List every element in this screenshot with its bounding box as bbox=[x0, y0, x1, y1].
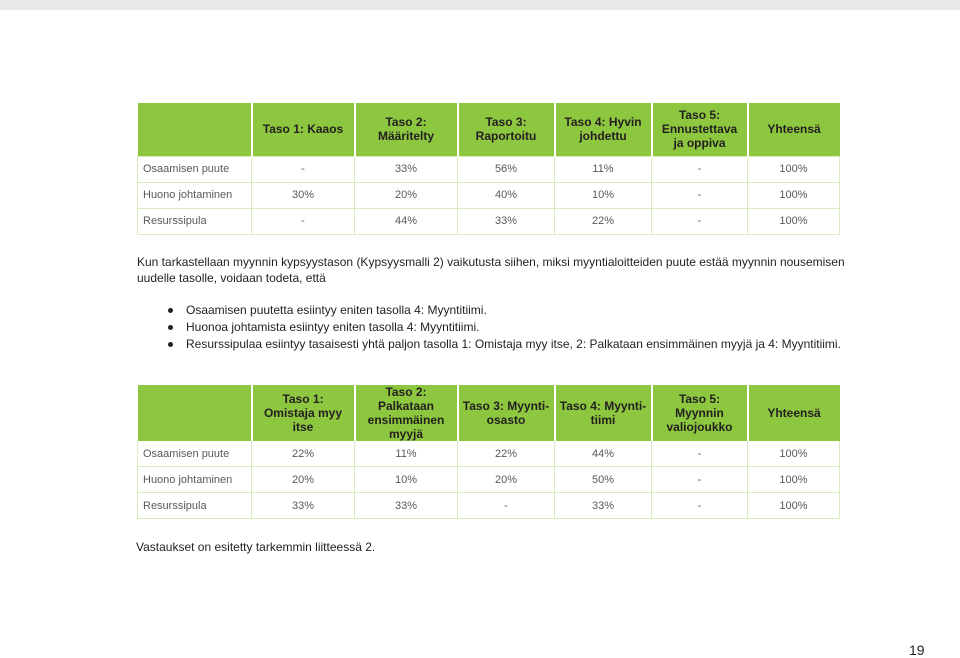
page-number: 19 bbox=[909, 642, 925, 658]
table-cell: 33% bbox=[252, 493, 355, 519]
table-cell: 44% bbox=[355, 208, 458, 234]
table-cell: 33% bbox=[355, 493, 458, 519]
table-cell: 100% bbox=[748, 156, 840, 182]
table-row bbox=[138, 493, 840, 519]
row-label: Huono johtaminen bbox=[138, 182, 252, 208]
table-cell: 56% bbox=[458, 156, 555, 182]
table-cell: 10% bbox=[555, 182, 652, 208]
bullet-item: Osaamisen puutetta esiintyy eniten tasolla 4: Myyntitiimi. bbox=[137, 302, 897, 319]
row-label: Osaamisen puute bbox=[138, 156, 252, 182]
table-cell: 22% bbox=[252, 441, 355, 467]
table-cell: - bbox=[652, 467, 748, 493]
header-cell: Taso 4: Hyvin johdettu bbox=[555, 103, 652, 156]
table-cell: 33% bbox=[458, 208, 555, 234]
table-cell: - bbox=[652, 441, 748, 467]
table-row bbox=[138, 208, 840, 234]
header-cell: Taso 1: Omistaja myy itse bbox=[252, 385, 355, 441]
header-cell: Taso 5: Myynnin valiojoukko bbox=[652, 385, 748, 441]
table-cell: 22% bbox=[555, 208, 652, 234]
row-label: Resurssipula bbox=[138, 208, 252, 234]
table-cell: 10% bbox=[355, 467, 458, 493]
table-cell: 50% bbox=[555, 467, 652, 493]
table-cell: 100% bbox=[748, 182, 840, 208]
table-cell: 20% bbox=[355, 182, 458, 208]
table-row bbox=[138, 182, 840, 208]
maturity-table-2 bbox=[137, 385, 840, 519]
table-cell: 44% bbox=[555, 441, 652, 467]
table-cell: 20% bbox=[458, 467, 555, 493]
header-cell-empty bbox=[138, 385, 252, 441]
table-cell: 22% bbox=[458, 441, 555, 467]
table-cell: 33% bbox=[355, 156, 458, 182]
table-cell: - bbox=[458, 493, 555, 519]
table-row bbox=[138, 156, 840, 182]
table-cell: - bbox=[652, 493, 748, 519]
bullet-item: Huonoa johtamista esiintyy eniten tasolla 4: Myyntitiimi. bbox=[137, 319, 897, 336]
table-cell: 100% bbox=[748, 208, 840, 234]
table-cell: - bbox=[252, 156, 355, 182]
table-cell: 11% bbox=[555, 156, 652, 182]
header-cell: Taso 3: Raportoitu bbox=[458, 103, 555, 156]
header-cell-empty bbox=[138, 103, 252, 156]
bullet-list bbox=[137, 302, 897, 353]
header-cell: Taso 2: Määritelty bbox=[355, 103, 458, 156]
bullet-dot-icon bbox=[168, 342, 173, 347]
table-cell: 20% bbox=[252, 467, 355, 493]
table-cell: 100% bbox=[748, 493, 840, 519]
maturity-table-1 bbox=[137, 103, 840, 235]
header-cell: Taso 1: Kaaos bbox=[252, 103, 355, 156]
bullet-dot-icon bbox=[168, 325, 173, 330]
table-header-row bbox=[138, 385, 840, 441]
top-bar bbox=[0, 0, 960, 10]
bullet-item: Resurssipulaa esiintyy tasaisesti yhtä paljon tasolla 1: Omistaja myy itse, 2: Palkataan ensimmäinen myyjä ja 4: Myyntitiimi. bbox=[137, 336, 897, 353]
body-paragraph: Kun tarkastellaan myynnin kypsyystason (Kypsyysmalli 2) vaikutusta siihen, miksi myyntialoitteiden puute estää myynnin nousemisen uudelle tasolle, voidaan todeta, että bbox=[137, 255, 845, 285]
table-cell: - bbox=[652, 208, 748, 234]
table-row bbox=[138, 467, 840, 493]
bullet-dot-icon bbox=[168, 308, 173, 313]
table-cell: - bbox=[652, 182, 748, 208]
table-cell: 100% bbox=[748, 441, 840, 467]
table-row bbox=[138, 441, 840, 467]
row-label: Osaamisen puute bbox=[138, 441, 252, 467]
table-cell: 11% bbox=[355, 441, 458, 467]
header-cell: Yhteensä bbox=[748, 103, 840, 156]
table-cell: - bbox=[252, 208, 355, 234]
table-cell: 33% bbox=[555, 493, 652, 519]
table-cell: 100% bbox=[748, 467, 840, 493]
header-cell: Taso 4: Myynti-tiimi bbox=[555, 385, 652, 441]
table-cell: 40% bbox=[458, 182, 555, 208]
header-cell: Taso 5: Ennustettava ja oppiva bbox=[652, 103, 748, 156]
table-header-row bbox=[138, 103, 840, 156]
table-cell: 30% bbox=[252, 182, 355, 208]
header-cell: Taso 3: Myynti-osasto bbox=[458, 385, 555, 441]
header-cell: Yhteensä bbox=[748, 385, 840, 441]
row-label: Resurssipula bbox=[138, 493, 252, 519]
row-label: Huono johtaminen bbox=[138, 467, 252, 493]
appendix-note: Vastaukset on esitetty tarkemmin liitteessä 2. bbox=[136, 540, 376, 554]
header-cell: Taso 2: Palkataan ensimmäinen myyjä bbox=[355, 385, 458, 441]
table-cell: - bbox=[652, 156, 748, 182]
